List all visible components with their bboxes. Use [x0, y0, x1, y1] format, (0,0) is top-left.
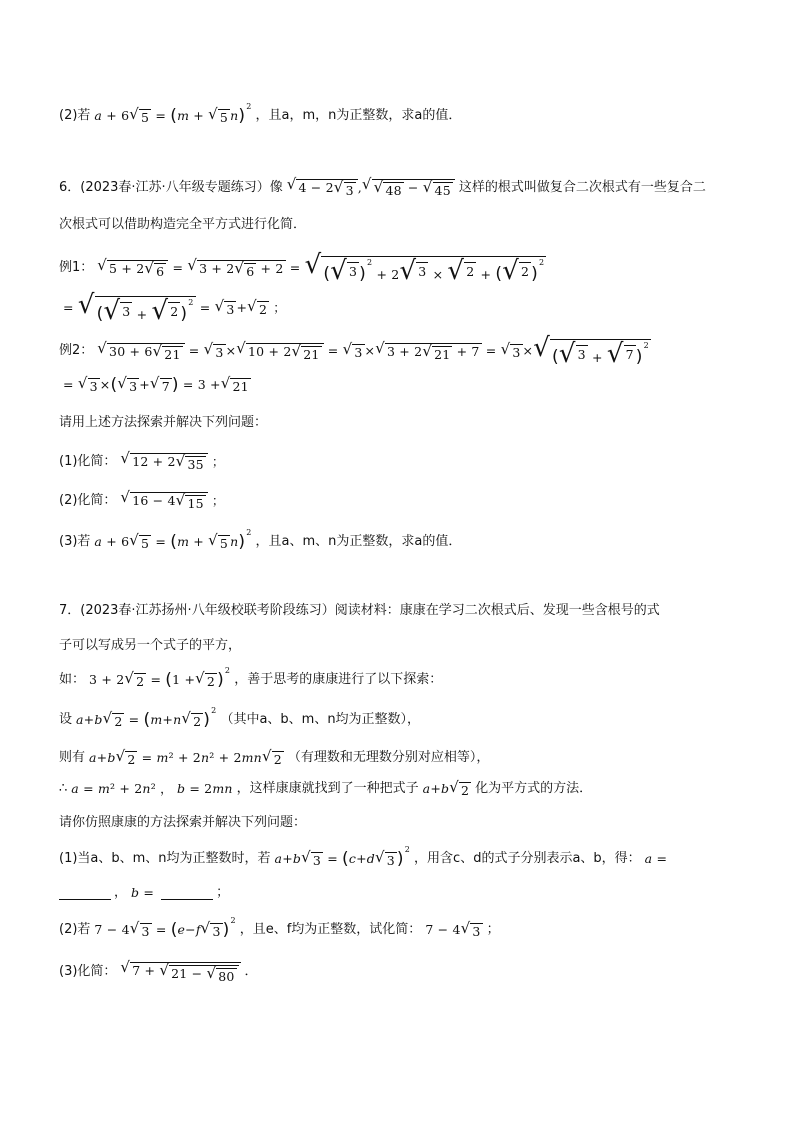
q5-part2-label: (2)若	[59, 108, 91, 123]
q7-part3-expr: √ 7 + √ 21 − √ 80	[120, 960, 240, 984]
q7-then-tail: （有理数和无理数分别对应相等），	[287, 750, 490, 765]
q7-part3-label: (3)化简：	[59, 964, 117, 979]
q6-intro	[59, 177, 735, 198]
q7-intro-a-text: 7．(2023春·江苏扬州·八年级校联考阶段练习）阅读材料：康康在学习二次根式后、发现一些含根号的式	[59, 603, 660, 618]
q6-part1	[59, 451, 735, 472]
q6-part2	[59, 490, 735, 511]
q6-part2-label: (2)化简：	[59, 492, 117, 508]
q7-part3	[59, 960, 735, 984]
q6-example1-result	[59, 292, 735, 324]
q7-part1-a-eq: a =	[644, 851, 668, 866]
q7-example	[59, 666, 735, 690]
q7-therefore-expr: a + b √ 2	[422, 778, 470, 798]
q7-part2-b: ，且e、f均为正整数，试化简：	[239, 922, 422, 937]
q7-intro-b-text: 子可以写成另一个式子的平方，	[59, 638, 242, 653]
q7-example-label: 如：	[59, 672, 86, 687]
q6-example1-equation: √ 5 + 2 √ 6 = √ 3 + 2 √ 6 + 2 = √ ( √ 3 )$^2$ + 2 √ 3 × √ 2 + ( √ 2 )$^2$	[97, 250, 545, 286]
q7-part2-end: ；	[486, 922, 500, 937]
q7-prompt	[59, 813, 735, 833]
q6-intro-a: 6．(2023春·江苏·八年级专题练习）像	[59, 179, 283, 195]
q7-part1-b: ，用含c、d的式子分别表示a、b，得：	[414, 851, 641, 866]
q7-intro-b	[59, 636, 735, 656]
q6-example1-label: 例1：	[59, 260, 94, 275]
q7-part1	[59, 845, 735, 869]
q7-set-label: 设	[59, 712, 73, 727]
q5-part2-tail: ，且a，m，n为正整数，求a的值．	[255, 108, 462, 123]
q6-prompt	[59, 413, 735, 433]
q7-part2-expr: 7 − 4 √ 3	[425, 919, 481, 939]
q7-therefore-tail: ，这样康康就找到了一种把式子	[236, 781, 419, 796]
q7-part1-blanks	[59, 883, 735, 903]
q6-intro-c	[59, 215, 735, 235]
q5-part2-equation: a + 6 √ 5 = ( m + √ 5 n ) $^2$	[94, 102, 252, 126]
q6-example2-result	[59, 375, 735, 395]
q7-therefore-end: 化为平方式的方法．	[475, 781, 593, 796]
q7-set	[59, 706, 735, 730]
q7-therefore	[59, 779, 735, 799]
q6-part3-label: (3)若	[59, 534, 91, 549]
q5-part2	[59, 102, 735, 126]
q6-part2-expr: √ 16 − 4 √ 15 ；	[120, 488, 225, 511]
q6-example2-result-equation: = √ 3 × ( √ 3 + √ 7 ) = 3 + √ 21	[63, 374, 249, 395]
answer-blank-a[interactable]	[59, 886, 111, 900]
q7-then-label: 则有	[59, 750, 86, 765]
q7-part1-semicolon: ；	[216, 885, 230, 900]
q7-set-equation: a + b √ 2 = ( m + n √ 2 ) $^2$	[76, 706, 217, 730]
q6-part3-tail: ，且a、m、n为正整数，求a的值．	[255, 534, 462, 549]
q6-example2	[59, 335, 735, 367]
answer-blank-b[interactable]	[161, 886, 213, 900]
q7-part1-a: (1)当a、b、m、n均为正整数时，若	[59, 851, 271, 866]
q6-example2-label: 例2：	[59, 343, 94, 358]
q6-intro-b: 这样的根式叫做复合二次根式有一些复合二	[458, 179, 706, 195]
q7-therefore-equation: a = m ² + 2 n ² ， b = 2 mn	[71, 781, 233, 796]
q6-part3	[59, 528, 735, 552]
q7-part3-end: ．	[244, 964, 258, 979]
q7-part1-comma: ，	[114, 885, 128, 900]
q6-part1-label: (1)化简：	[59, 453, 117, 469]
q6-part1-expr: √ 12 + 2 √ 35 ；	[120, 449, 225, 472]
q7-example-tail: ，善于思考的康康进行了以下探索：	[234, 672, 443, 687]
q7-set-tail: （其中a、b、m、n均为正整数），	[220, 712, 421, 727]
q7-part1-b-eq: b =	[131, 885, 155, 900]
q7-example-equation: 3 + 2 √ 2 = ( 1 + √ 2 ) $^2$	[89, 666, 231, 690]
q7-therefore-label: ∴	[59, 781, 68, 796]
q7-part2-label: (2)若	[59, 922, 91, 937]
q7-then-equation: a + b √ 2 = m ² + 2 n ² + 2 mn √ 2	[89, 747, 282, 767]
q6-intro-radicals: √ 4 − 2 √ 3 , √ √ 48 − √ 45	[287, 177, 455, 198]
q6-example2-equation: √ 30 + 6 √ 21 = √ 3 × √ 10 + 2 √ 21 = √ 3 × √ 3 + 2 √ 21 + 7 = √ 3 × √ ( √ 3 + √ 7 )$^2$	[97, 333, 649, 369]
q6-example1	[59, 252, 735, 284]
q7-part1-equation: a + b √ 3 = ( c + d √ 3 ) $^2$	[274, 845, 411, 869]
q6-intro-c-text: 次根式可以借助构造完全平方式进行化简．	[59, 217, 307, 232]
q6-example1-result-equation: = √ ( √ 3 + √ 2 )$^2$ = √ 3 + √ 2 ；	[63, 290, 286, 326]
q7-part2	[59, 916, 735, 940]
q7-part2-equation: 7 − 4 √ 3 = ( e − f √ 3 ) $^2$	[94, 916, 236, 940]
q6-prompt-text: 请用上述方法探索并解决下列问题：	[59, 415, 268, 430]
q6-part3-equation: a + 6 √ 5 = ( m + √ 5 n ) $^2$	[94, 528, 252, 552]
q7-then	[59, 748, 735, 768]
q7-prompt-text: 请你仿照康康的方法探索并解决下列问题：	[59, 815, 307, 830]
q7-intro-a	[59, 601, 735, 621]
